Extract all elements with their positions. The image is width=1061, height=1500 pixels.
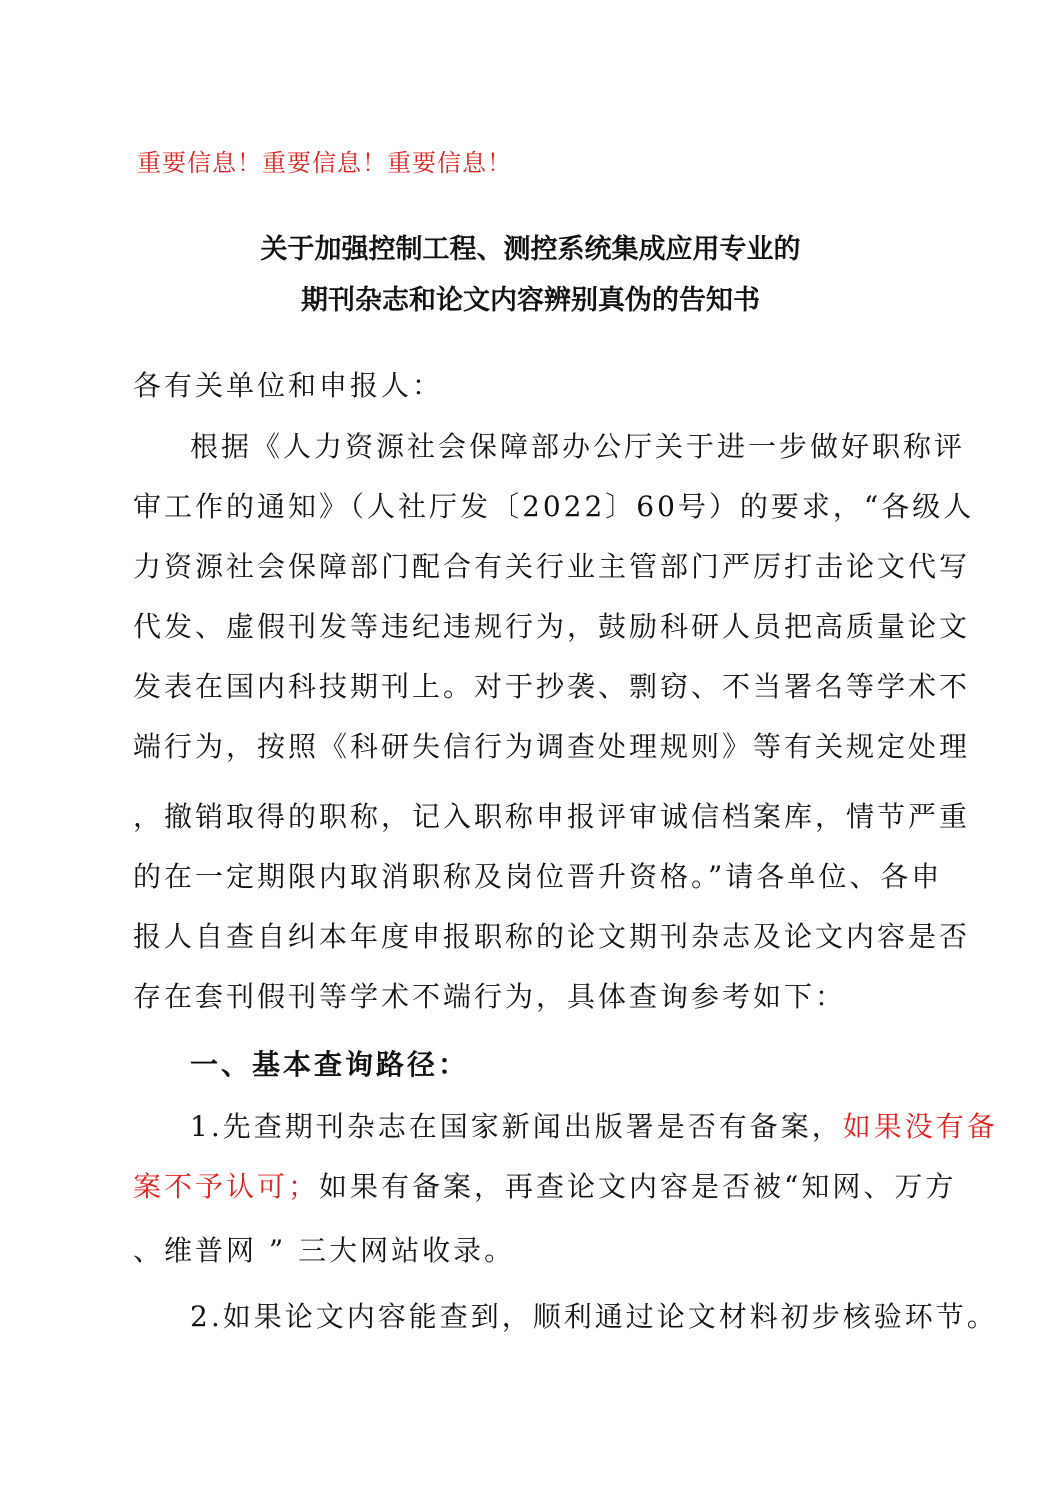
item-1-warning-end: 案不予认可； bbox=[133, 1170, 320, 1203]
item-2: 2.如果论文内容能查到，顺利通过论文材料初步核验环节。 bbox=[190, 1300, 998, 1333]
body-line-6: 端行为，按照《科研失信行为调查处理规则》等有关规定处理 bbox=[133, 730, 971, 763]
item-1-line-1-text: 1.先查期刊杂志在国家新闻出版署是否有备案， bbox=[190, 1110, 843, 1143]
body-line-2: 审工作的通知》（人社厅发〔2022〕60号）的要求，“各级人 bbox=[133, 490, 975, 523]
body-line-1: 根据《人力资源社会保障部办公厅关于进一步做好职称评 bbox=[190, 430, 966, 463]
body-line-9: 报人自查自纠本年度申报职称的论文期刊杂志及论文内容是否 bbox=[133, 920, 971, 953]
item-1-line-1 bbox=[190, 1105, 998, 1145]
item-1-line-2-text: 如果有备案，再查论文内容是否被“知网、万方 bbox=[319, 1170, 957, 1203]
item-1-line-2 bbox=[133, 1165, 956, 1205]
body-line-7: ，撤销取得的职称，记入职称申报评审诚信档案库，情节严重 bbox=[133, 800, 971, 833]
item-1-line-3: 、维普网 ” 三大网站收录。 bbox=[133, 1234, 516, 1267]
salutation: 各有关单位和申报人： bbox=[133, 369, 444, 402]
body-line-4: 代发、虚假刊发等违纪违规行为，鼓励科研人员把高质量论文 bbox=[133, 610, 971, 643]
item-1-warning-start: 如果没有备 bbox=[842, 1110, 998, 1143]
important-notice-banner: 重要信息！重要信息！重要信息！ bbox=[137, 149, 512, 177]
section-heading: 一、基本查询路径： bbox=[190, 1048, 470, 1081]
body-line-3: 力资源社会保障部门配合有关行业主管部门严厉打击论文代写 bbox=[133, 550, 971, 583]
body-line-10: 存在套刊假刊等学术不端行为，具体查询参考如下： bbox=[133, 980, 847, 1013]
document-title-line-2: 期刊杂志和论文内容辨别真伪的告知书 bbox=[301, 285, 760, 316]
document-title-line-1: 关于加强控制工程、测控系统集成应用专业的 bbox=[260, 234, 801, 265]
body-line-5: 发表在国内科技期刊上。对于抄袭、剽窃、不当署名等学术不 bbox=[133, 670, 971, 703]
body-line-8: 的在一定期限内取消职称及岗位晋升资格。”请各单位、各申 bbox=[133, 860, 943, 893]
